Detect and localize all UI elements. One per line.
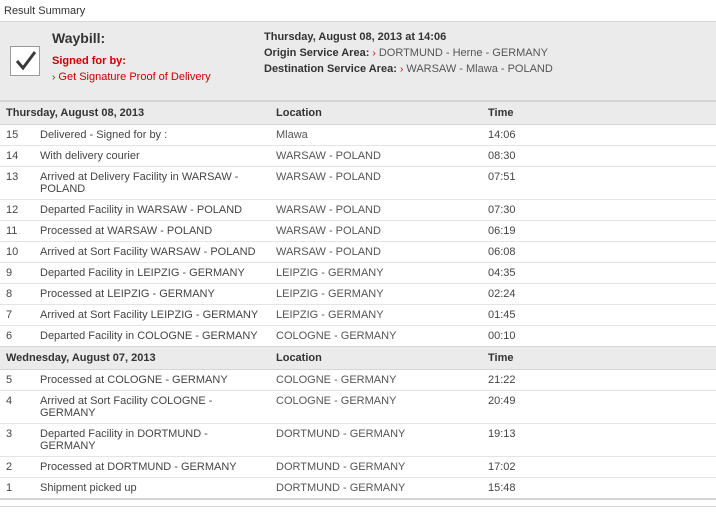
- event-description: Departed Facility in DORTMUND - GERMANY: [34, 424, 270, 457]
- event-time: 07:30: [482, 200, 542, 221]
- waybill-summary-panel: [0, 21, 716, 101]
- signature-proof-row: [52, 71, 264, 83]
- event-time: 20:49: [482, 391, 542, 424]
- event-location: WARSAW - POLAND: [270, 146, 482, 167]
- waybill-details-column: [264, 30, 716, 78]
- table-row: [0, 146, 716, 167]
- event-description: Departed Facility in WARSAW - POLAND: [34, 200, 270, 221]
- event-location: WARSAW - POLAND: [270, 200, 482, 221]
- event-time: 17:02: [482, 457, 542, 478]
- event-spacer: [542, 391, 716, 424]
- checkmark-icon: [13, 48, 39, 74]
- table-row: [0, 200, 716, 221]
- event-number: 11: [0, 221, 34, 242]
- event-number: 4: [0, 391, 34, 424]
- section-header-row-0: [0, 102, 716, 125]
- event-time: 00:10: [482, 326, 542, 347]
- table-row: [0, 125, 716, 146]
- event-description: Processed at COLOGNE - GERMANY: [34, 370, 270, 391]
- event-location: WARSAW - POLAND: [270, 221, 482, 242]
- event-spacer: [542, 146, 716, 167]
- event-time: 01:45: [482, 305, 542, 326]
- table-row: [0, 167, 716, 200]
- delivered-checkbox[interactable]: [10, 46, 40, 76]
- event-location: LEIPZIG - GERMANY: [270, 305, 482, 326]
- origin-service-area-label: Origin Service Area:: [264, 47, 370, 59]
- event-spacer: [542, 370, 716, 391]
- event-description: Shipment picked up: [34, 478, 270, 499]
- table-row: [0, 242, 716, 263]
- event-location: COLOGNE - GERMANY: [270, 370, 482, 391]
- event-location: COLOGNE - GERMANY: [270, 326, 482, 347]
- section-date-0: Thursday, August 08, 2013: [0, 102, 270, 125]
- chevron-right-icon-origin: ›: [372, 48, 376, 59]
- event-number: 5: [0, 370, 34, 391]
- table-row: [0, 370, 716, 391]
- table-row: [0, 424, 716, 457]
- event-number: 7: [0, 305, 34, 326]
- table-row: [0, 305, 716, 326]
- destination-service-area-value: WARSAW - Mlawa - POLAND: [406, 63, 553, 75]
- event-spacer: [542, 200, 716, 221]
- column-header-time-1: Time: [482, 347, 542, 370]
- event-number: 8: [0, 284, 34, 305]
- event-description: Processed at DORTMUND - GERMANY: [34, 457, 270, 478]
- event-number: 6: [0, 326, 34, 347]
- event-location: WARSAW - POLAND: [270, 167, 482, 200]
- bottom-divider: [0, 506, 716, 521]
- event-spacer: [542, 424, 716, 457]
- event-time: 02:24: [482, 284, 542, 305]
- event-location: DORTMUND - GERMANY: [270, 457, 482, 478]
- event-description: Processed at WARSAW - POLAND: [34, 221, 270, 242]
- event-time: 08:30: [482, 146, 542, 167]
- event-time: 14:06: [482, 125, 542, 146]
- event-number: 10: [0, 242, 34, 263]
- waybill-checkbox-column: [0, 30, 52, 76]
- table-row: [0, 326, 716, 347]
- event-description: Arrived at Sort Facility WARSAW - POLAND: [34, 242, 270, 263]
- table-row: [0, 478, 716, 499]
- column-header-location-1: Location: [270, 347, 482, 370]
- event-spacer: [542, 457, 716, 478]
- table-row: [0, 284, 716, 305]
- event-spacer: [542, 125, 716, 146]
- event-time: 06:08: [482, 242, 542, 263]
- table-row: [0, 221, 716, 242]
- event-location: COLOGNE - GERMANY: [270, 391, 482, 424]
- signed-for-by-label: Signed for by:: [52, 55, 126, 67]
- event-spacer: [542, 305, 716, 326]
- event-location: Mlawa: [270, 125, 482, 146]
- event-location: LEIPZIG - GERMANY: [270, 284, 482, 305]
- event-spacer: [542, 167, 716, 200]
- waybill-info-column: [52, 30, 264, 83]
- event-number: 9: [0, 263, 34, 284]
- event-time: 21:22: [482, 370, 542, 391]
- event-description: Arrived at Sort Facility LEIPZIG - GERMANY: [34, 305, 270, 326]
- event-description: Processed at LEIPZIG - GERMANY: [34, 284, 270, 305]
- event-spacer: [542, 284, 716, 305]
- event-description: Delivered - Signed for by :: [34, 125, 270, 146]
- column-header-spacer-1: [542, 347, 716, 370]
- event-description: With delivery courier: [34, 146, 270, 167]
- section-date-1: Wednesday, August 07, 2013: [0, 347, 270, 370]
- table-row: [0, 457, 716, 478]
- section-header-row-1: [0, 347, 716, 370]
- event-number: 13: [0, 167, 34, 200]
- event-location: DORTMUND - GERMANY: [270, 478, 482, 499]
- waybill-title: Waybill:: [52, 30, 106, 46]
- event-spacer: [542, 263, 716, 284]
- event-location: LEIPZIG - GERMANY: [270, 263, 482, 284]
- event-number: 3: [0, 424, 34, 457]
- event-time: 06:19: [482, 221, 542, 242]
- event-description: Arrived at Delivery Facility in WARSAW - POLAND: [34, 167, 270, 200]
- column-header-time-0: Time: [482, 102, 542, 125]
- event-number: 12: [0, 200, 34, 221]
- event-description: Departed Facility in LEIPZIG - GERMANY: [34, 263, 270, 284]
- event-number: 14: [0, 146, 34, 167]
- table-row: [0, 391, 716, 424]
- get-signature-proof-link[interactable]: Get Signature Proof of Delivery: [58, 71, 211, 83]
- event-location: WARSAW - POLAND: [270, 242, 482, 263]
- event-spacer: [542, 478, 716, 499]
- event-spacer: [542, 242, 716, 263]
- chevron-right-icon-destination: ›: [399, 64, 404, 75]
- chevron-right-icon: ›: [52, 72, 56, 83]
- delivery-datetime: Thursday, August 08, 2013 at 14:06: [264, 31, 447, 43]
- event-number: 2: [0, 457, 34, 478]
- event-spacer: [542, 326, 716, 347]
- event-time: 04:35: [482, 263, 542, 284]
- destination-service-area-row: [264, 62, 708, 77]
- column-header-location-0: Location: [270, 102, 482, 125]
- event-number: 1: [0, 478, 34, 499]
- event-description: Departed Facility in COLOGNE - GERMANY: [34, 326, 270, 347]
- event-description: Arrived at Sort Facility COLOGNE - GERMANY: [34, 391, 270, 424]
- table-row: [0, 263, 716, 284]
- tracking-events-table: [0, 101, 716, 499]
- event-time: 07:51: [482, 167, 542, 200]
- page-title: Result Summary: [4, 5, 86, 17]
- event-time: 19:13: [482, 424, 542, 457]
- origin-service-area-value: DORTMUND - Herne - GERMANY: [378, 47, 548, 59]
- event-number: 15: [0, 125, 34, 146]
- event-spacer: [542, 221, 716, 242]
- column-header-spacer-0: [542, 102, 716, 125]
- destination-service-area-label: Destination Service Area:: [264, 63, 397, 75]
- event-location: DORTMUND - GERMANY: [270, 424, 482, 457]
- origin-service-area-row: [264, 46, 708, 61]
- event-time: 15:48: [482, 478, 542, 499]
